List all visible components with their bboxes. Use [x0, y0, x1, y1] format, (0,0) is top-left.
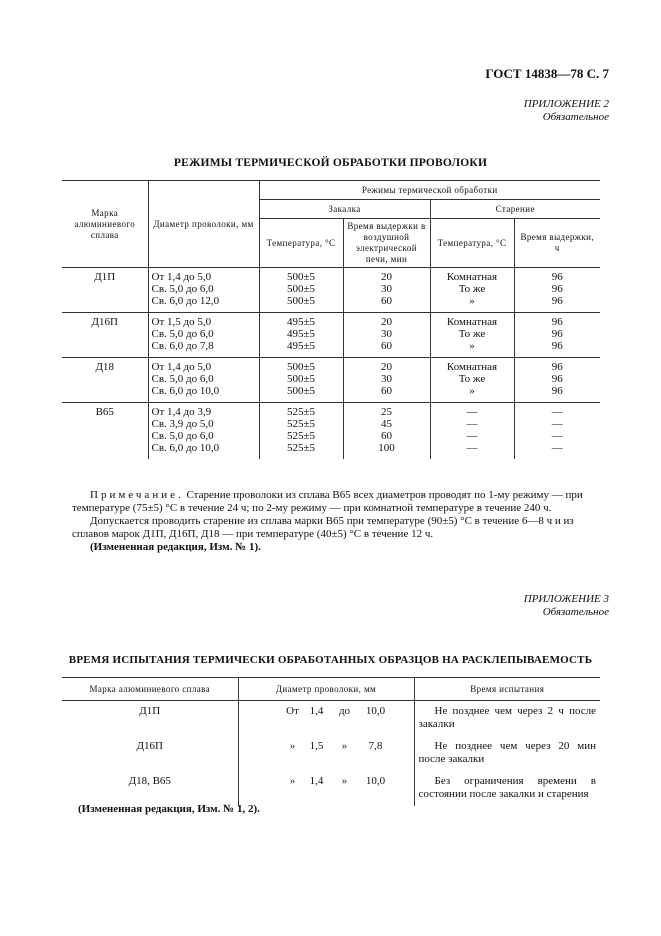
- cell-diameter-value: От 1,4 до 5,0: [151, 271, 212, 283]
- cell-aging-temp: [430, 313, 514, 358]
- cell-aging-time-value: 96: [551, 328, 563, 340]
- cell-quench-temp-value: 525±5: [286, 418, 316, 430]
- cell-quench-time-value: 60: [381, 385, 392, 397]
- cell-diameter: [148, 358, 259, 403]
- col-aging-temp-header: Температура, °С: [430, 219, 514, 268]
- cell-quench-temp-value: 500±5: [286, 385, 316, 397]
- table-1-title: РЕЖИМЫ ТЕРМИЧЕСКОЙ ОБРАБОТКИ ПРОВОЛОКИ: [173, 157, 488, 169]
- t2-cell-grade: Д16П: [136, 740, 163, 752]
- cell-quench-time-value: 25: [381, 406, 392, 418]
- cell-grade: [62, 403, 148, 460]
- cell-grade: [62, 358, 148, 403]
- cell-aging-temp-value: »: [469, 340, 475, 352]
- table-2-title: ВРЕМЯ ИСПЫТАНИЯ ТЕРМИЧЕСКИ ОБРАБОТАННЫХ ОБРАЗЦОВ НА РАСКЛЕПЫВАЕМОСТЬ: [68, 654, 593, 666]
- cell-quench-time-value: 60: [381, 430, 392, 442]
- cell-aging-time-value: 96: [551, 283, 563, 295]
- heat-treatment-table: [62, 180, 600, 459]
- cell-aging-temp-value: »: [469, 385, 475, 397]
- cell-diameter-value: Св. 5,0 до 6,0: [151, 328, 214, 340]
- appendix-3-label: ПРИЛОЖЕНИЕ 3: [523, 593, 609, 605]
- t2-diameter-d-from: 1,5: [309, 740, 324, 752]
- col-grade-header: Марка алюминиевого сплава: [62, 181, 148, 268]
- cell-quench-time: [343, 358, 430, 403]
- t2-cell-diameter: [238, 736, 414, 771]
- grade-label: Д16П: [91, 316, 118, 328]
- table-row: [62, 736, 600, 771]
- t2-cell-diameter: [238, 771, 414, 806]
- cell-quench-temp-value: 525±5: [286, 430, 316, 442]
- col-quench-temp-header: Температура, °С: [259, 219, 343, 268]
- cell-diameter-value: Св. 6,0 до 7,8: [151, 340, 214, 352]
- appendix-2-status: Обязательное: [542, 111, 609, 123]
- cell-aging-temp: [430, 403, 514, 460]
- col-aging-header: Старение: [430, 200, 600, 219]
- cell-aging-temp-value: Комнатная: [446, 316, 498, 328]
- col-aging-time-header: Время выдержки, ч: [514, 219, 600, 268]
- cell-aging-time-value: 96: [551, 385, 563, 397]
- cell-quench-temp-value: 525±5: [286, 406, 316, 418]
- t2-diameter-d-to: 10,0: [365, 705, 386, 717]
- t2-cell-diameter: [238, 701, 414, 737]
- cell-diameter: [148, 313, 259, 358]
- t2-diameter-d-pre: От: [286, 705, 299, 717]
- cell-aging-temp-value: —: [466, 430, 478, 442]
- grade-label: В65: [95, 406, 114, 418]
- t2-diameter-d-to: 7,8: [368, 740, 383, 752]
- col-diameter-header: Диаметр проволоки, мм: [148, 181, 259, 268]
- t2-diameter-d-mid: до: [338, 705, 351, 717]
- cell-diameter-value: Св. 6,0 до 12,0: [151, 295, 220, 307]
- cell-diameter-value: Св. 3,9 до 5,0: [151, 418, 214, 430]
- cell-aging-time-value: 96: [551, 316, 563, 328]
- t2-diameter-d-to: 10,0: [365, 775, 386, 787]
- cell-aging-temp: [430, 358, 514, 403]
- t2-cell-grade: Д18, В65: [128, 775, 171, 787]
- note-text-1: Старение проволоки из сплава В65 всех диаметров проводят по 1-му режиму — при температуре (75±5) °С в течение 24 ч; по 2-му режиму — при комнатной температуре в течение 240 ч.: [72, 489, 583, 514]
- t2-diameter-d-pre: »: [289, 740, 296, 752]
- cell-aging-temp-value: Комнатная: [446, 271, 498, 283]
- cell-quench-time: [343, 313, 430, 358]
- t2-col-diameter-header: Диаметр проволоки, мм: [238, 678, 414, 701]
- appendix-3: [524, 593, 609, 619]
- t2-diameter-d-from: 1,4: [309, 775, 324, 787]
- note-label: Примечание.: [90, 489, 184, 501]
- t2-col-grade-header: Марка алюминиевого сплава: [62, 678, 238, 701]
- cell-quench-time-value: 60: [381, 295, 392, 307]
- t2-cell-time: Не позднее чем через 20 мин после закалки: [414, 736, 600, 771]
- cell-aging-temp-value: То же: [458, 373, 486, 385]
- cell-diameter-value: От 1,5 до 5,0: [151, 316, 212, 328]
- cell-quench-temp: [259, 403, 343, 460]
- riveting-test-table: [62, 677, 600, 806]
- cell-aging-time-value: —: [551, 418, 563, 430]
- table-row: [62, 403, 600, 460]
- note-text-2: Допускается проводить старение из сплава марки В65 при температуре (90±5) °С в течение 6—8 ч и из сплавов марок Д1П, Д16П, Д18 — при температуре (40±5) °С в течение 12 ч.: [72, 515, 574, 540]
- note-block: [72, 489, 602, 554]
- table-row: [62, 358, 600, 403]
- t2-diameter-d-mid: »: [341, 740, 348, 752]
- cell-aging-time: [514, 403, 600, 460]
- cell-aging-time: [514, 358, 600, 403]
- t2-cell-time: Не позднее чем через 2 ч после закалки: [414, 701, 600, 737]
- cell-aging-temp: [430, 268, 514, 313]
- cell-diameter-value: Св. 5,0 до 6,0: [151, 373, 214, 385]
- cell-aging-time-value: 96: [551, 361, 563, 373]
- cell-quench-temp-value: 495±5: [286, 316, 316, 328]
- cell-aging-time-value: —: [551, 430, 563, 442]
- table-row: [62, 701, 600, 737]
- appendix-2-label: ПРИЛОЖЕНИЕ 2: [523, 98, 609, 110]
- cell-diameter-value: Св. 6,0 до 10,0: [151, 442, 220, 454]
- cell-aging-temp-value: »: [469, 295, 475, 307]
- t2-cell-time: Без ограничения времени в состоянии после закалки и старения: [414, 771, 600, 806]
- cell-aging-time-value: —: [551, 406, 563, 418]
- cell-aging-time-value: —: [551, 442, 563, 454]
- cell-diameter-value: От 1,4 до 3,9: [151, 406, 212, 418]
- cell-quench-time-value: 60: [381, 340, 392, 352]
- grade-label: Д18: [95, 361, 114, 373]
- table-row: [62, 771, 600, 806]
- cell-aging-temp-value: —: [466, 442, 478, 454]
- cell-aging-temp-value: То же: [458, 283, 486, 295]
- t2-diameter-d-pre: »: [289, 775, 296, 787]
- cell-quench-temp-value: 495±5: [286, 340, 316, 352]
- cell-quench-temp-value: 500±5: [286, 295, 316, 307]
- t2-col-time-header: Время испытания: [414, 678, 600, 701]
- cell-aging-time-value: 96: [551, 340, 563, 352]
- cell-quench-temp: [259, 358, 343, 403]
- col-modes-header: Режимы термической обработки: [259, 181, 600, 200]
- cell-quench-time-value: 30: [381, 328, 392, 340]
- cell-quench-time-value: 30: [381, 283, 392, 295]
- cell-diameter: [148, 268, 259, 313]
- page-header: ГОСТ 14838—78 С. 7: [485, 66, 609, 81]
- cell-grade: [62, 313, 148, 358]
- cell-quench-time: [343, 268, 430, 313]
- cell-quench-time-value: 20: [381, 271, 392, 283]
- t2-cell-grade: Д1П: [139, 705, 161, 717]
- cell-quench-time-value: 20: [381, 361, 392, 373]
- cell-diameter-value: Св. 5,0 до 6,0: [151, 283, 214, 295]
- cell-diameter-value: Св. 5,0 до 6,0: [151, 430, 214, 442]
- col-quench-time-header: Время выдержки в воздушной электрической печи, мин: [343, 219, 430, 268]
- cell-aging-time-value: 96: [551, 271, 563, 283]
- cell-aging-temp-value: —: [466, 406, 478, 418]
- cell-quench-temp-value: 495±5: [286, 328, 316, 340]
- edition-2: (Измененная редакция, Изм. № 1, 2).: [78, 803, 260, 815]
- cell-diameter-value: Св. 6,0 до 10,0: [151, 385, 220, 397]
- cell-aging-temp-value: Комнатная: [446, 361, 498, 373]
- cell-aging-time-value: 96: [551, 295, 563, 307]
- cell-quench-temp: [259, 268, 343, 313]
- cell-aging-time: [514, 313, 600, 358]
- appendix-3-status: Обязательное: [542, 606, 609, 618]
- cell-quench-temp-value: 500±5: [286, 361, 316, 373]
- note-edition: (Измененная редакция, Изм. № 1).: [90, 541, 261, 553]
- cell-quench-temp-value: 500±5: [286, 373, 316, 385]
- cell-diameter: [148, 403, 259, 460]
- table-row: [62, 313, 600, 358]
- appendix-2: [524, 98, 609, 124]
- cell-quench-time-value: 100: [378, 442, 395, 454]
- cell-aging-time-value: 96: [551, 373, 563, 385]
- grade-label: Д1П: [94, 271, 116, 283]
- cell-quench-temp-value: 500±5: [286, 271, 316, 283]
- cell-aging-temp-value: То же: [458, 328, 486, 340]
- cell-quench-temp: [259, 313, 343, 358]
- cell-diameter-value: От 1,4 до 5,0: [151, 361, 212, 373]
- cell-quench-time-value: 45: [381, 418, 392, 430]
- cell-quench-temp-value: 525±5: [286, 442, 316, 454]
- cell-quench-time-value: 30: [381, 373, 392, 385]
- t2-diameter-d-mid: »: [341, 775, 348, 787]
- table-row: [62, 268, 600, 313]
- col-quench-header: Закалка: [259, 200, 430, 219]
- cell-quench-time-value: 20: [381, 316, 392, 328]
- cell-aging-temp-value: —: [466, 418, 478, 430]
- t2-diameter-d-from: 1,4: [309, 705, 324, 717]
- cell-quench-temp-value: 500±5: [286, 283, 316, 295]
- cell-grade: [62, 268, 148, 313]
- cell-aging-time: [514, 268, 600, 313]
- cell-quench-time: [343, 403, 430, 460]
